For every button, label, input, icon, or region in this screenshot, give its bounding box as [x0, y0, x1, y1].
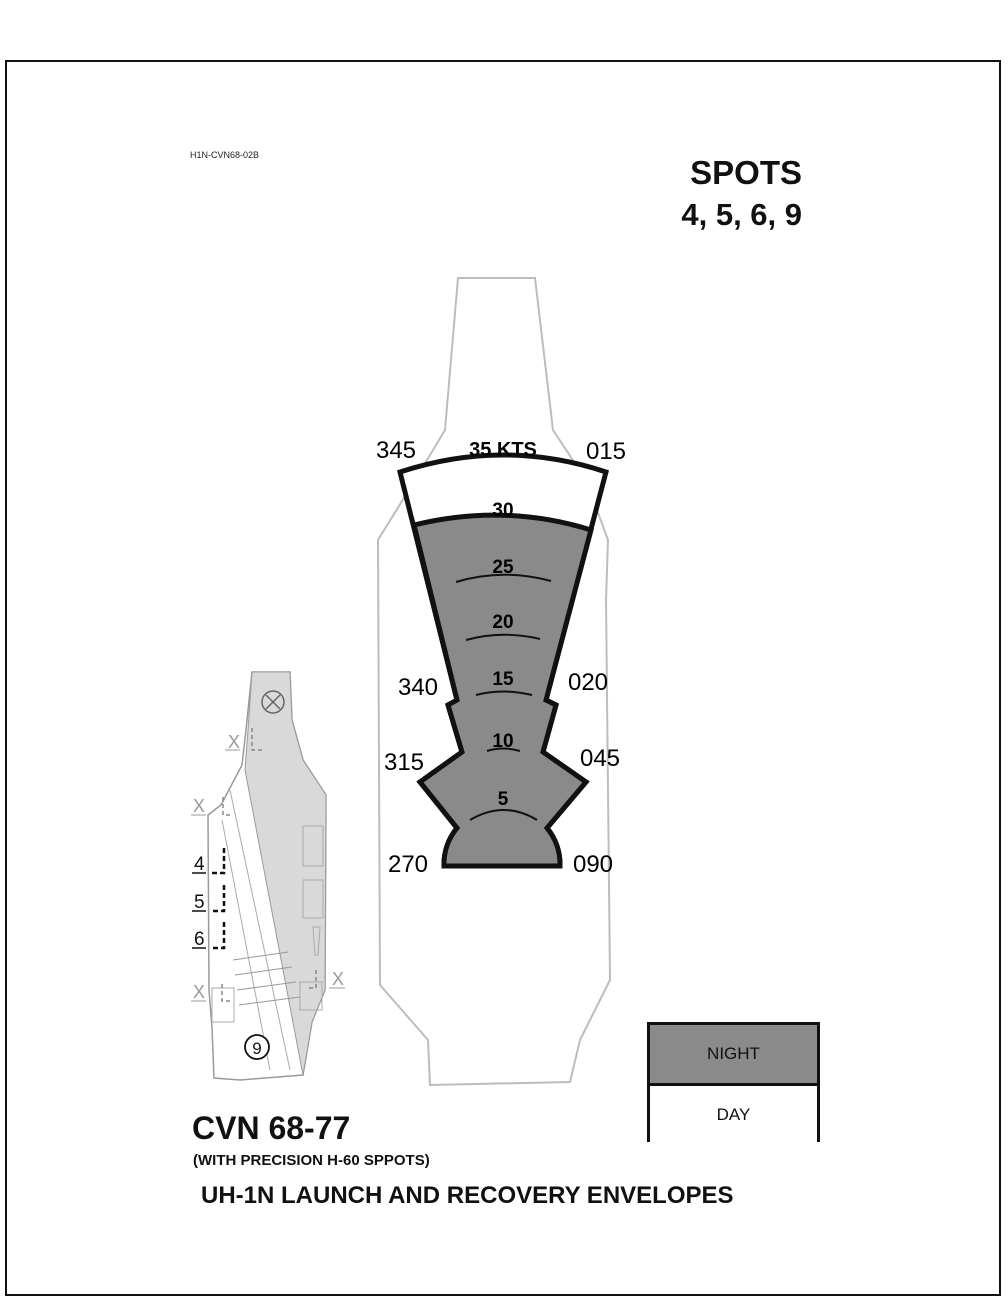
legend — [647, 1022, 820, 1142]
spot-6-label: 6 — [194, 929, 205, 950]
x-mark: X — [193, 982, 206, 1002]
spot-9-label: 9 — [252, 1039, 262, 1058]
legend-day — [650, 1086, 817, 1143]
caption: UH-1N LAUNCH AND RECOVERY ENVELOPES — [201, 1182, 734, 1209]
bearing-090: 090 — [572, 851, 614, 878]
spot-4-label: 4 — [194, 854, 205, 875]
speed-label-5: 5 — [497, 789, 509, 810]
x-mark: X — [193, 796, 206, 816]
speed-label-25: 25 — [492, 557, 514, 578]
carrier-deck-diagram — [191, 672, 345, 1080]
speed-label-10: 10 — [492, 731, 514, 752]
speed-label-20: 20 — [492, 612, 514, 633]
spots-list: 4, 5, 6, 9 — [681, 197, 802, 232]
bearing-345: 345 — [375, 437, 417, 464]
bearing-340: 340 — [397, 674, 439, 701]
bearing-270: 270 — [387, 851, 429, 878]
spots-title: SPOTS — [690, 154, 802, 191]
legend-day-label: DAY — [716, 1104, 751, 1124]
ship-name: CVN 68-77 — [192, 1110, 351, 1146]
bearing-315: 315 — [383, 749, 425, 776]
speed-label-15: 15 — [492, 669, 514, 690]
bearing-015: 015 — [585, 438, 627, 465]
x-mark: X — [332, 969, 345, 989]
speed-label-35: 35 KTS — [469, 439, 537, 461]
legend-night — [650, 1025, 817, 1086]
figure-id: H1N-CVN68-02B — [190, 150, 260, 160]
bearing-045: 045 — [579, 745, 621, 772]
ship-note: (WITH PRECISION H-60 SPPOTS) — [193, 1152, 430, 1169]
x-mark: X — [228, 732, 241, 752]
spot-5-label: 5 — [194, 892, 205, 913]
speed-label-30: 30 — [492, 500, 514, 521]
bearing-020: 020 — [567, 669, 609, 696]
legend-night-label: NIGHT — [707, 1044, 760, 1063]
